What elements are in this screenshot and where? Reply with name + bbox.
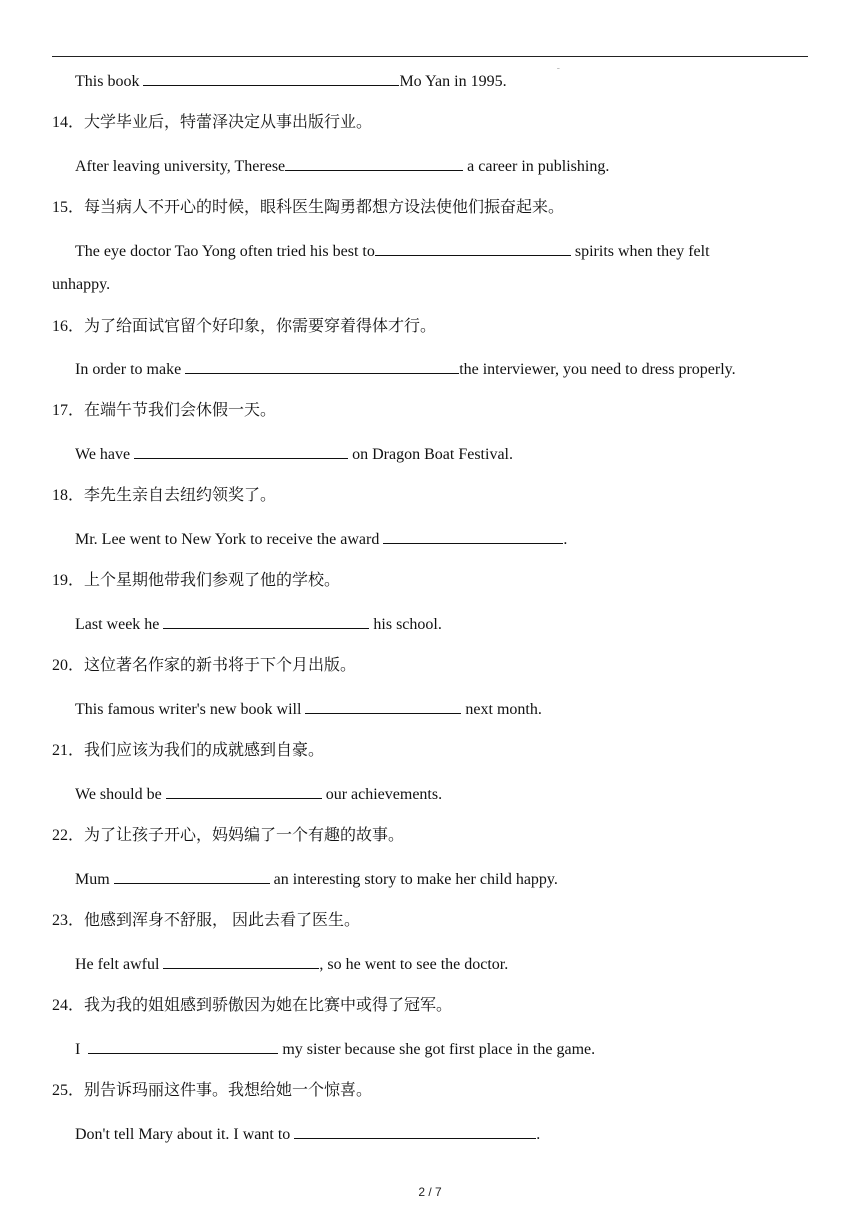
question-number: 25． bbox=[52, 1082, 85, 1099]
answer-text-after: . bbox=[563, 531, 568, 548]
answer-text-before: Don't tell Mary about it. I want to bbox=[75, 1126, 291, 1143]
answer-text-after: on Dragon Boat Festival. bbox=[352, 446, 513, 463]
answer-text-after: the interviewer, you need to dress properly. bbox=[459, 361, 736, 378]
question-chinese: 为了让孩子开心，妈妈编了一个有趣的故事。 bbox=[84, 827, 405, 844]
question-number: 20． bbox=[52, 657, 85, 674]
answer-line-19 bbox=[75, 613, 442, 636]
question-number: 19． bbox=[52, 572, 85, 589]
question-number: 16． bbox=[52, 318, 85, 335]
answer-blank[interactable] bbox=[163, 953, 319, 969]
answer-text-before: We should be bbox=[75, 786, 162, 803]
question-chinese: 李先生亲自去纽约领奖了。 bbox=[84, 487, 277, 504]
answer-line-21 bbox=[75, 783, 442, 806]
question-chinese: 别告诉玛丽这件事。我想给她一个惊喜。 bbox=[84, 1082, 373, 1099]
answer-blank[interactable] bbox=[285, 155, 463, 171]
question-chinese: 我们应该为我们的成就感到自豪。 bbox=[84, 742, 325, 759]
answer-text-after: , so he went to see the doctor. bbox=[319, 956, 509, 973]
question-chinese: 在端午节我们会休假一天。 bbox=[84, 402, 277, 419]
question-14 bbox=[52, 112, 372, 134]
question-chinese: 为了给面试官留个好印象，你需要穿着得体才行。 bbox=[84, 318, 437, 335]
question-24 bbox=[52, 995, 452, 1017]
answer-text-wrap: unhappy. bbox=[52, 276, 111, 293]
question-number: 24． bbox=[52, 997, 85, 1014]
answer-text-after: a career in publishing. bbox=[467, 158, 610, 175]
answer-text-before: I bbox=[75, 1041, 81, 1058]
question-17 bbox=[52, 400, 276, 422]
answer-text-before: This book bbox=[75, 73, 140, 90]
answer-line-23 bbox=[75, 953, 508, 976]
question-chinese: 大学毕业后，特蕾泽决定从事出版行业。 bbox=[84, 114, 373, 131]
question-chinese: 他感到浑身不舒服， 因此去看了医生。 bbox=[84, 912, 361, 929]
question-15 bbox=[52, 197, 564, 219]
answer-line-22 bbox=[75, 868, 558, 891]
answer-line-25 bbox=[75, 1123, 540, 1146]
question-number: 22． bbox=[52, 827, 85, 844]
dot-mark: ˉ bbox=[557, 66, 560, 75]
answer-text-after: spirits when they felt bbox=[574, 243, 710, 260]
page-number: 2 / 7 bbox=[418, 1185, 442, 1199]
answer-blank[interactable] bbox=[88, 1038, 278, 1054]
question-21 bbox=[52, 740, 324, 762]
question-number: 17． bbox=[52, 402, 85, 419]
answer-text-before: He felt awful bbox=[75, 956, 160, 973]
answer-line-20 bbox=[75, 698, 542, 721]
answer-text-before: The eye doctor Tao Yong often tried his best to bbox=[75, 243, 375, 260]
question-16 bbox=[52, 316, 436, 338]
question-number: 15． bbox=[52, 199, 85, 216]
answer-text-before: Last week he bbox=[75, 616, 160, 633]
question-chinese: 这位著名作家的新书将于下个月出版。 bbox=[84, 657, 357, 674]
question-chinese: 每当病人不开心的时候，眼科医生陶勇都想方设法使他们振奋起来。 bbox=[84, 199, 565, 216]
answer-text-after: his school. bbox=[373, 616, 442, 633]
answer-line-24 bbox=[75, 1038, 595, 1061]
answer-blank[interactable] bbox=[305, 698, 461, 714]
answer-text-after: my sister because she got first place in the game. bbox=[282, 1041, 596, 1058]
question-18 bbox=[52, 485, 276, 507]
answer-text-after: our achievements. bbox=[325, 786, 443, 803]
question-19 bbox=[52, 570, 340, 592]
question-22 bbox=[52, 825, 404, 847]
answer-line-17 bbox=[75, 443, 513, 466]
answer-blank[interactable] bbox=[383, 528, 563, 544]
answer-text-before: After leaving university, Therese bbox=[75, 158, 286, 175]
question-20 bbox=[52, 655, 356, 677]
question-chinese: 上个星期他带我们参观了他的学校。 bbox=[84, 572, 341, 589]
question-23 bbox=[52, 910, 360, 932]
answer-line-18 bbox=[75, 528, 567, 551]
answer-text-before: Mr. Lee went to New York to receive the award bbox=[75, 531, 380, 548]
answer-text-before: In order to make bbox=[75, 361, 182, 378]
question-number: 21． bbox=[52, 742, 85, 759]
answer-line-16 bbox=[75, 358, 736, 381]
answer-line-13 bbox=[75, 70, 507, 93]
answer-blank[interactable] bbox=[185, 358, 459, 374]
answer-text-after: an interesting story to make her child happy. bbox=[273, 871, 558, 888]
question-number: 23． bbox=[52, 912, 85, 929]
answer-line-14 bbox=[75, 155, 609, 178]
question-number: 14． bbox=[52, 114, 85, 131]
answer-line-15 bbox=[75, 240, 710, 263]
question-number: 18． bbox=[52, 487, 85, 504]
header-rule bbox=[52, 56, 808, 57]
answer-text-before: We have bbox=[75, 446, 131, 463]
answer-blank[interactable] bbox=[134, 443, 348, 459]
question-25 bbox=[52, 1080, 372, 1102]
answer-text-after: . bbox=[536, 1126, 541, 1143]
answer-blank[interactable] bbox=[114, 868, 270, 884]
answer-blank[interactable] bbox=[163, 613, 369, 629]
answer-text-before: Mum bbox=[75, 871, 110, 888]
answer-blank[interactable] bbox=[375, 240, 571, 256]
answer-text-after: next month. bbox=[465, 701, 542, 718]
answer-line-15-wrap bbox=[52, 274, 110, 296]
question-chinese: 我为我的姐姐感到骄傲因为她在比赛中或得了冠军。 bbox=[84, 997, 453, 1014]
answer-blank[interactable] bbox=[143, 70, 399, 86]
answer-text-before: This famous writer's new book will bbox=[75, 701, 302, 718]
answer-blank[interactable] bbox=[294, 1123, 536, 1139]
answer-blank[interactable] bbox=[166, 783, 322, 799]
answer-text-after: Mo Yan in 1995. bbox=[399, 73, 507, 90]
